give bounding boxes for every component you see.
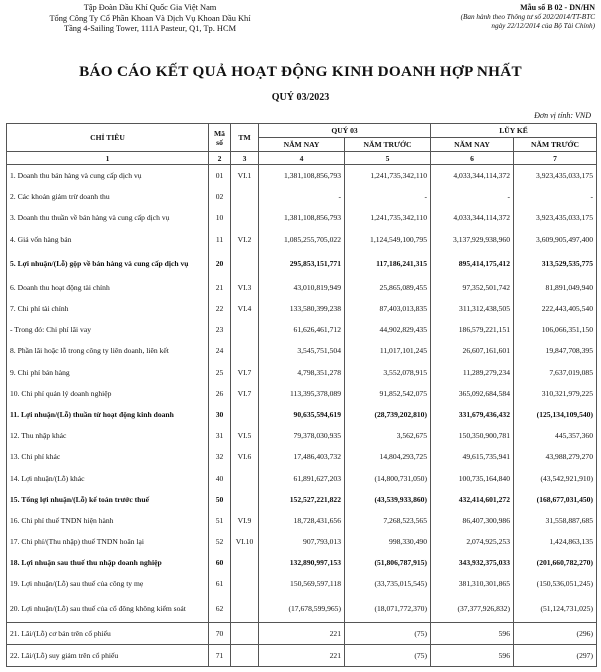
table-row (7, 467, 597, 488)
ytd-current-value: - (431, 186, 514, 207)
row-label: 19. Lợi nhuận/(Lỗ) sau thuế của công ty mẹ (7, 573, 209, 594)
quarter-previous-value: 1,241,735,342,110 (345, 207, 431, 228)
row-label: 10. Chi phí quản lý doanh nghiệp (7, 383, 209, 404)
quarter-current-value: 90,635,594,619 (259, 404, 345, 425)
ytd-previous-value: 222,443,405,540 (514, 298, 597, 319)
row-code: 21 (209, 277, 231, 298)
quarter-previous-value: 14,804,293,725 (345, 446, 431, 467)
table-row (7, 489, 597, 510)
company-header (0, 3, 300, 35)
row-label: 16. Chi phí thuế TNDN hiện hành (7, 510, 209, 531)
ytd-current-value: 11,289,279,234 (431, 362, 514, 383)
row-label: 22. Lãi/(Lỗ) suy giảm trên cổ phiếu (7, 644, 209, 666)
quarter-previous-value: (75) (345, 622, 431, 644)
ytd-previous-value: 19,847,708,395 (514, 340, 597, 361)
row-label: 14. Lợi nhuận/(Lỗ) khác (7, 467, 209, 488)
row-label: 12. Thu nhập khác (7, 425, 209, 446)
quarter-current-value: 150,569,597,118 (259, 573, 345, 594)
quarter-current-value: 17,486,403,732 (259, 446, 345, 467)
ytd-current-value: 596 (431, 644, 514, 666)
row-code: 30 (209, 404, 231, 425)
row-note (231, 489, 259, 510)
row-code: 02 (209, 186, 231, 207)
row-code: 25 (209, 362, 231, 383)
row-code: 10 (209, 207, 231, 228)
row-note: VI.10 (231, 531, 259, 552)
quarter-previous-value: 11,017,101,245 (345, 340, 431, 361)
ytd-current-value: 4,033,344,114,372 (431, 165, 514, 187)
row-label: 8. Phần lãi hoặc lỗ trong công ty liên doanh, liên kết (7, 340, 209, 361)
col-header-luy-ke: LŨY KẾ (431, 124, 597, 138)
table-row (7, 404, 597, 425)
quarter-current-value: 79,378,030,935 (259, 425, 345, 446)
quarter-current-value: 113,395,378,089 (259, 383, 345, 404)
ytd-current-value: 26,607,161,601 (431, 340, 514, 361)
ytd-previous-value: (296) (514, 622, 597, 644)
quarter-current-value: 907,793,013 (259, 531, 345, 552)
col-header-quy: QUÝ 03 (259, 124, 431, 138)
row-note (231, 404, 259, 425)
ytd-previous-value: 31,558,887,685 (514, 510, 597, 531)
quarter-previous-value: (14,800,731,050) (345, 467, 431, 488)
row-note (231, 552, 259, 573)
col-header-quy-nam-truoc: NĂM TRƯỚC (345, 138, 431, 152)
table-row (7, 229, 597, 250)
row-note (231, 467, 259, 488)
row-code: 31 (209, 425, 231, 446)
ytd-current-value: 2,074,925,253 (431, 531, 514, 552)
table-row (7, 573, 597, 594)
row-label: 9. Chi phí bán hàng (7, 362, 209, 383)
row-label: 1. Doanh thu bán hàng và cung cấp dịch vụ (7, 165, 209, 187)
quarter-current-value: 295,853,151,771 (259, 250, 345, 277)
ytd-current-value: (37,377,926,832) (431, 595, 514, 623)
ytd-previous-value: (51,124,731,025) (514, 595, 597, 623)
quarter-current-value: 43,010,819,949 (259, 277, 345, 298)
ytd-previous-value: 3,923,435,033,175 (514, 207, 597, 228)
quarter-previous-value: (18,071,772,370) (345, 595, 431, 623)
table-row (7, 340, 597, 361)
ytd-previous-value: 43,988,279,270 (514, 446, 597, 467)
table-row (7, 165, 597, 187)
ytd-previous-value: 1,424,863,135 (514, 531, 597, 552)
row-note: VI.3 (231, 277, 259, 298)
form-header (355, 3, 595, 32)
ytd-current-value: 365,092,684,584 (431, 383, 514, 404)
quarter-previous-value: (33,735,015,545) (345, 573, 431, 594)
form-number: Mẫu số B 02 - DN/HN (520, 3, 595, 12)
quarter-current-value: 1,381,108,856,793 (259, 207, 345, 228)
quarter-current-value: 152,527,221,822 (259, 489, 345, 510)
quarter-previous-value: 44,902,829,435 (345, 319, 431, 340)
ytd-current-value: 331,679,436,432 (431, 404, 514, 425)
table-row (7, 425, 597, 446)
row-code: 01 (209, 165, 231, 187)
table-row (7, 362, 597, 383)
ytd-previous-value: 310,321,979,225 (514, 383, 597, 404)
ytd-previous-value: 7,637,019,085 (514, 362, 597, 383)
income-statement-table (6, 123, 597, 667)
quarter-current-value: 133,580,399,238 (259, 298, 345, 319)
row-label: 5. Lợi nhuận/(Lỗ) gộp về bán hàng và cung cấp dịch vụ (7, 250, 209, 277)
table-row (7, 446, 597, 467)
ytd-current-value: 150,350,900,781 (431, 425, 514, 446)
row-note (231, 319, 259, 340)
ytd-previous-value: 3,923,435,033,175 (514, 165, 597, 187)
ytd-current-value: 100,735,164,840 (431, 467, 514, 488)
ytd-current-value: 381,310,301,865 (431, 573, 514, 594)
ytd-current-value: 3,137,929,938,960 (431, 229, 514, 250)
row-note (231, 186, 259, 207)
row-note (231, 595, 259, 623)
row-code: 32 (209, 446, 231, 467)
quarter-current-value: - (259, 186, 345, 207)
row-note: VI.7 (231, 383, 259, 404)
row-note: VI.7 (231, 362, 259, 383)
row-label: 20. Lợi nhuận/(Lỗ) sau thuế của cổ đông không kiểm soát (7, 595, 209, 623)
quarter-previous-value: 1,124,549,100,795 (345, 229, 431, 250)
row-label: 4. Giá vốn hàng bán (7, 229, 209, 250)
row-code: 26 (209, 383, 231, 404)
table-row (7, 319, 597, 340)
row-code: 61 (209, 573, 231, 594)
table-row (7, 622, 597, 644)
col-index: 4 (259, 152, 345, 165)
quarter-current-value: 18,728,431,656 (259, 510, 345, 531)
ytd-previous-value: (201,660,782,270) (514, 552, 597, 573)
table-row (7, 595, 597, 623)
quarter-current-value: (17,678,599,965) (259, 595, 345, 623)
quarter-current-value: 61,891,627,203 (259, 467, 345, 488)
quarter-current-value: 4,798,351,278 (259, 362, 345, 383)
ytd-previous-value: (43,542,921,910) (514, 467, 597, 488)
ytd-current-value: 4,033,344,114,372 (431, 207, 514, 228)
company-address: Tầng 4-Sailing Tower, 111A Pasteur, Q1, Tp. HCM (63, 24, 237, 33)
quarter-previous-value: 91,852,542,075 (345, 383, 431, 404)
row-note: VI.4 (231, 298, 259, 319)
row-code: 24 (209, 340, 231, 361)
ytd-previous-value: 313,529,535,775 (514, 250, 597, 277)
row-code: 71 (209, 644, 231, 666)
col-index: 2 (209, 152, 231, 165)
row-label: 11. Lợi nhuận/(Lỗ) thuần từ hoạt động kinh doanh (7, 404, 209, 425)
row-code: 62 (209, 595, 231, 623)
quarter-current-value: 1,085,255,705,022 (259, 229, 345, 250)
row-label: 18. Lợi nhuận sau thuế thu nhập doanh nghiệp (7, 552, 209, 573)
row-note (231, 573, 259, 594)
report-period: QUÝ 03/2023 (271, 92, 330, 103)
row-note (231, 207, 259, 228)
row-label: 3. Doanh thu thuần về bán hàng và cung cấp dịch vụ (7, 207, 209, 228)
quarter-previous-value: - (345, 186, 431, 207)
ytd-current-value: 311,312,438,505 (431, 298, 514, 319)
quarter-current-value: 221 (259, 622, 345, 644)
ytd-previous-value: (297) (514, 644, 597, 666)
ytd-previous-value: - (514, 186, 597, 207)
row-note: VI.5 (231, 425, 259, 446)
table-row (7, 250, 597, 277)
ytd-current-value: 86,407,300,986 (431, 510, 514, 531)
report-title: BÁO CÁO KẾT QUẢ HOẠT ĐỘNG KINH DOANH HỢP NHẤT (79, 63, 522, 80)
quarter-current-value: 1,381,108,856,793 (259, 165, 345, 187)
row-code: 22 (209, 298, 231, 319)
table-row (7, 552, 597, 573)
row-code: 52 (209, 531, 231, 552)
col-header-luyke-nam-truoc: NĂM TRƯỚC (514, 138, 597, 152)
ytd-current-value: 343,932,375,033 (431, 552, 514, 573)
row-code: 51 (209, 510, 231, 531)
ytd-current-value: 432,414,601,272 (431, 489, 514, 510)
col-header-luyke-nam-nay: NĂM NAY (431, 138, 514, 152)
row-note (231, 340, 259, 361)
row-code: 70 (209, 622, 231, 644)
row-label: - Trong đó: Chi phí lãi vay (7, 319, 209, 340)
row-label: 21. Lãi/(Lỗ) cơ bản trên cổ phiếu (7, 622, 209, 644)
row-code: 23 (209, 319, 231, 340)
ytd-current-value: 97,352,501,742 (431, 277, 514, 298)
col-index: 5 (345, 152, 431, 165)
quarter-current-value: 221 (259, 644, 345, 666)
table-row (7, 207, 597, 228)
table-row (7, 644, 597, 666)
row-label: 13. Chi phí khác (7, 446, 209, 467)
col-header-ma-so: Mã số (209, 124, 231, 152)
table-row (7, 531, 597, 552)
col-index: 1 (7, 152, 209, 165)
quarter-previous-value: 3,562,675 (345, 425, 431, 446)
table-body (7, 165, 597, 667)
form-circular: (Ban hành theo Thông tư số 202/2014/TT-BTC (460, 12, 595, 21)
ytd-current-value: 186,579,221,151 (431, 319, 514, 340)
row-code: 60 (209, 552, 231, 573)
row-note: VI.6 (231, 446, 259, 467)
row-label: 17. Chi phí/(Thu nhập) thuế TNDN hoãn lại (7, 531, 209, 552)
row-note (231, 622, 259, 644)
table-row (7, 277, 597, 298)
col-header-quy-nam-nay: NĂM NAY (259, 138, 345, 152)
row-label: 15. Tổng lợi nhuận/(Lỗ) kế toán trước thuế (7, 489, 209, 510)
ytd-previous-value: (168,677,031,450) (514, 489, 597, 510)
ytd-previous-value: 106,066,351,150 (514, 319, 597, 340)
ytd-current-value: 49,615,735,941 (431, 446, 514, 467)
col-index: 3 (231, 152, 259, 165)
quarter-previous-value: (28,739,202,810) (345, 404, 431, 425)
form-date: ngày 22/12/2014 của Bộ Tài Chính) (491, 22, 595, 31)
table-row (7, 383, 597, 404)
row-label: 2. Các khoản giảm trừ doanh thu (7, 186, 209, 207)
table-row (7, 186, 597, 207)
ytd-current-value: 895,414,175,412 (431, 250, 514, 277)
row-label: 7. Chi phí tài chính (7, 298, 209, 319)
company-name: Tổng Công Ty Cổ Phần Khoan Và Dịch Vụ Khoan Dầu Khí (49, 13, 251, 23)
row-note: VI.9 (231, 510, 259, 531)
quarter-previous-value: (75) (345, 644, 431, 666)
ytd-current-value: 596 (431, 622, 514, 644)
quarter-previous-value: 7,268,523,565 (345, 510, 431, 531)
quarter-previous-value: 25,865,089,455 (345, 277, 431, 298)
quarter-previous-value: (51,806,787,915) (345, 552, 431, 573)
quarter-previous-value: 1,241,735,342,110 (345, 165, 431, 187)
row-note (231, 644, 259, 666)
quarter-previous-value: 998,330,490 (345, 531, 431, 552)
group-name: Tập Đoàn Dầu Khí Quốc Gia Việt Nam (83, 3, 217, 12)
row-note: VI.1 (231, 165, 259, 187)
row-note (231, 250, 259, 277)
ytd-previous-value: 3,609,905,497,400 (514, 229, 597, 250)
row-note: VI.2 (231, 229, 259, 250)
currency-unit: Đơn vị tính: VND (534, 111, 591, 120)
ytd-previous-value: 445,357,360 (514, 425, 597, 446)
row-code: 20 (209, 250, 231, 277)
row-code: 11 (209, 229, 231, 250)
row-code: 40 (209, 467, 231, 488)
quarter-current-value: 3,545,751,504 (259, 340, 345, 361)
col-header-tm: TM (231, 124, 259, 152)
ytd-previous-value: (125,134,109,540) (514, 404, 597, 425)
quarter-previous-value: (43,539,933,860) (345, 489, 431, 510)
col-index: 6 (431, 152, 514, 165)
quarter-previous-value: 3,552,078,915 (345, 362, 431, 383)
quarter-current-value: 61,626,461,712 (259, 319, 345, 340)
row-label: 6. Doanh thu hoạt động tài chính (7, 277, 209, 298)
table-row (7, 510, 597, 531)
col-index: 7 (514, 152, 597, 165)
quarter-previous-value: 117,186,241,315 (345, 250, 431, 277)
quarter-current-value: 132,890,997,153 (259, 552, 345, 573)
row-code: 50 (209, 489, 231, 510)
ytd-previous-value: 81,891,049,940 (514, 277, 597, 298)
quarter-previous-value: 87,403,013,835 (345, 298, 431, 319)
ytd-previous-value: (150,536,051,245) (514, 573, 597, 594)
table-row (7, 298, 597, 319)
col-header-chi-tieu: CHỈ TIÊU (7, 124, 209, 152)
